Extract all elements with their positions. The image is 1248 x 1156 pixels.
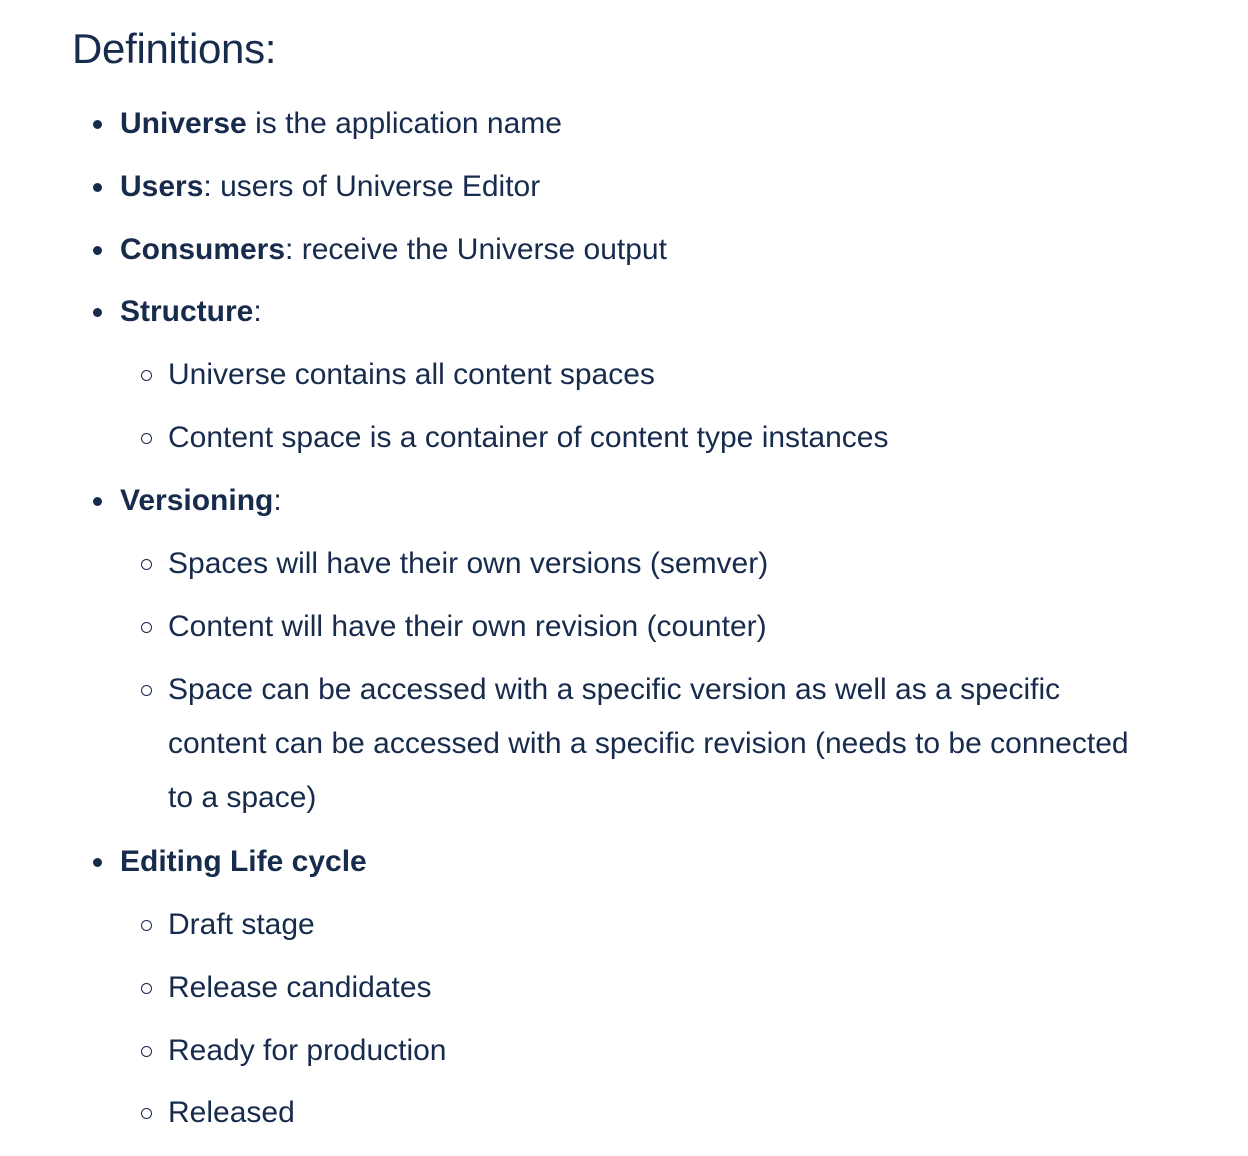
term-label: Consumers xyxy=(120,233,286,266)
sub-item-text: Space can be accessed with a specific version as well as a specific content can be accessed with a specific revision (needs to be connected to a space) xyxy=(168,673,1129,814)
bullet-circle-icon xyxy=(141,622,152,633)
list-item-universe xyxy=(120,97,562,151)
sub-list-item xyxy=(168,600,767,654)
sub-list-item xyxy=(168,411,888,465)
term-description: : xyxy=(273,484,282,517)
bullet-disc-icon xyxy=(93,120,102,129)
bullet-circle-icon xyxy=(141,559,152,570)
term-label: Editing Life cycle xyxy=(120,845,367,878)
bullet-circle-icon xyxy=(141,983,152,994)
bullet-circle-icon xyxy=(141,920,152,931)
term-description: is the application name xyxy=(246,107,562,140)
list-item-editing-life-cycle xyxy=(120,835,367,889)
sub-list-item xyxy=(168,1024,447,1078)
sub-item-text: Content space is a container of content type instances xyxy=(168,421,889,454)
sub-list-item xyxy=(168,1086,295,1140)
sub-item-text: Draft stage xyxy=(168,908,315,941)
bullet-disc-icon xyxy=(93,183,102,192)
term-description: : users of Universe Editor xyxy=(203,170,541,203)
term-label: Versioning xyxy=(120,484,274,517)
sub-list-item xyxy=(168,537,768,591)
sub-list-item xyxy=(168,348,655,402)
sub-item-text: Release candidates xyxy=(168,971,432,1004)
sub-item-text: Spaces will have their own versions (semver) xyxy=(168,547,769,580)
bullet-circle-icon xyxy=(141,370,152,381)
term-label: Users xyxy=(120,170,204,203)
bullet-disc-icon xyxy=(93,246,102,255)
sub-item-text: Universe contains all content spaces xyxy=(168,358,655,391)
bullet-disc-icon xyxy=(93,308,102,317)
term-description: : receive the Universe output xyxy=(285,233,667,266)
term-label: Universe xyxy=(120,107,247,140)
list-item-structure xyxy=(120,285,262,339)
bullet-circle-icon xyxy=(141,1046,152,1057)
term-description: : xyxy=(253,295,262,328)
bullet-disc-icon xyxy=(93,497,102,506)
list-item-versioning xyxy=(120,474,282,528)
list-item-consumers xyxy=(120,223,667,277)
sub-list-item xyxy=(168,898,315,952)
sub-item-text: Released xyxy=(168,1096,295,1129)
sub-list-item xyxy=(168,961,432,1015)
bullet-disc-icon xyxy=(93,858,102,867)
bullet-circle-icon xyxy=(141,685,152,696)
bullet-circle-icon xyxy=(141,433,152,444)
sub-item-text: Content will have their own revision (counter) xyxy=(168,610,767,643)
page-heading: Definitions: xyxy=(72,25,277,72)
term-label: Structure xyxy=(120,295,254,328)
sub-item-text: Ready for production xyxy=(168,1034,447,1067)
list-item-users xyxy=(120,160,540,214)
bullet-circle-icon xyxy=(141,1108,152,1119)
sub-list-item xyxy=(168,663,1158,825)
